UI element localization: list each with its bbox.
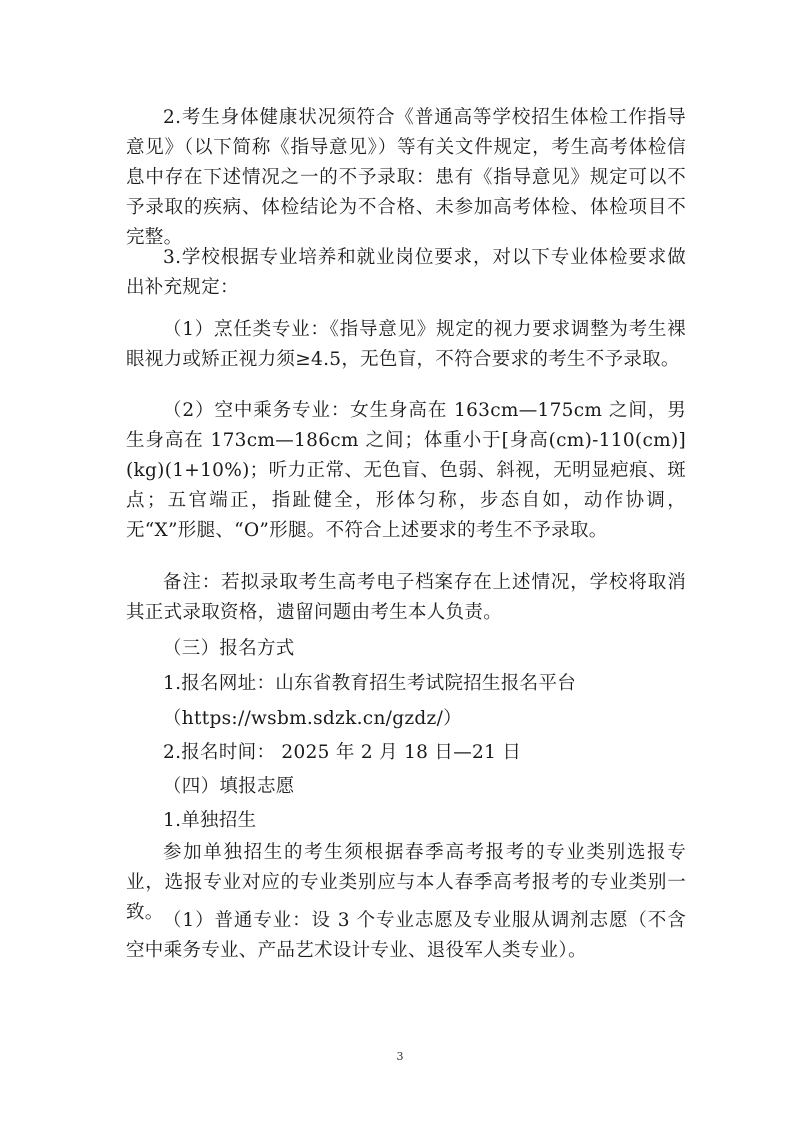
paragraph-flight-attendant-requirements: （2）空中乘务专业：女生身高在 163cm—175cm 之间，男生身高在 173cm—186cm 之间；体重小于[身高(cm)-110(cm)](kg)(1+10%)；听力正常、无色盲、色弱、斜视，无明显疤痕、斑点；五官端正，指趾健全，形体匀称，步态自如，动作协调，无“X”形腿、“O”形腿。不符合上述要求的考生不予录取。 bbox=[126, 400, 686, 541]
page-number: 3 bbox=[396, 1050, 404, 1063]
paragraph-supplementary-rules: 3.学校根据专业培养和就业岗位要求，对以下专业体检要求做出补充规定： bbox=[126, 247, 686, 298]
paragraph-single-enrollment: 参加单独招生的考生须根据春季高考报考的专业类别选报专业，选报专业对应的专业类别应与本人春季高考报考的专业类别一致。 bbox=[126, 842, 686, 923]
section-heading-registration: （三）报名方式 bbox=[163, 638, 295, 659]
registration-url: （https://wsbm.sdzk.cn/gzdz/） bbox=[163, 708, 462, 729]
paragraph-registration-time: 2.报名时间： 2025 年 2 月 18 日—21 日 bbox=[163, 742, 522, 763]
paragraph-health-requirements: 2.考生身体健康状况须符合《普通高等学校招生体检工作指导意见》（以下简称《指导意见》）等有关文件规定，考生高考体检信息中存在下述情况之一的不予录取：患有《指导意见》规定可以不予录取的疾病、体检结论为不合格、未参加高考体检、体检项目不完整。 bbox=[126, 107, 686, 248]
section-heading-preferences: （四）填报志愿 bbox=[163, 776, 295, 797]
paragraph-remarks: 备注：若拟录取考生高考电子档案存在上述情况，学校将取消其正式录取资格，遗留问题由考生本人负责。 bbox=[126, 572, 686, 623]
paragraph-regular-majors: （1）普通专业：设 3 个专业志愿及专业服从调剂志愿（不含空中乘务专业、产品艺术设计专业、退役军人类专业）。 bbox=[126, 910, 686, 961]
paragraph-culinary-requirements: （1）烹任类专业：《指导意见》规定的视力要求调整为考生裸眼视力或矫正视力须≥4.5，无色盲，不符合要求的考生不予录取。 bbox=[126, 319, 686, 370]
paragraph-registration-site: 1.报名网址：山东省教育招生考试院招生报名平台 bbox=[163, 673, 577, 694]
subheading-single-enrollment: 1.单独招生 bbox=[163, 810, 257, 831]
